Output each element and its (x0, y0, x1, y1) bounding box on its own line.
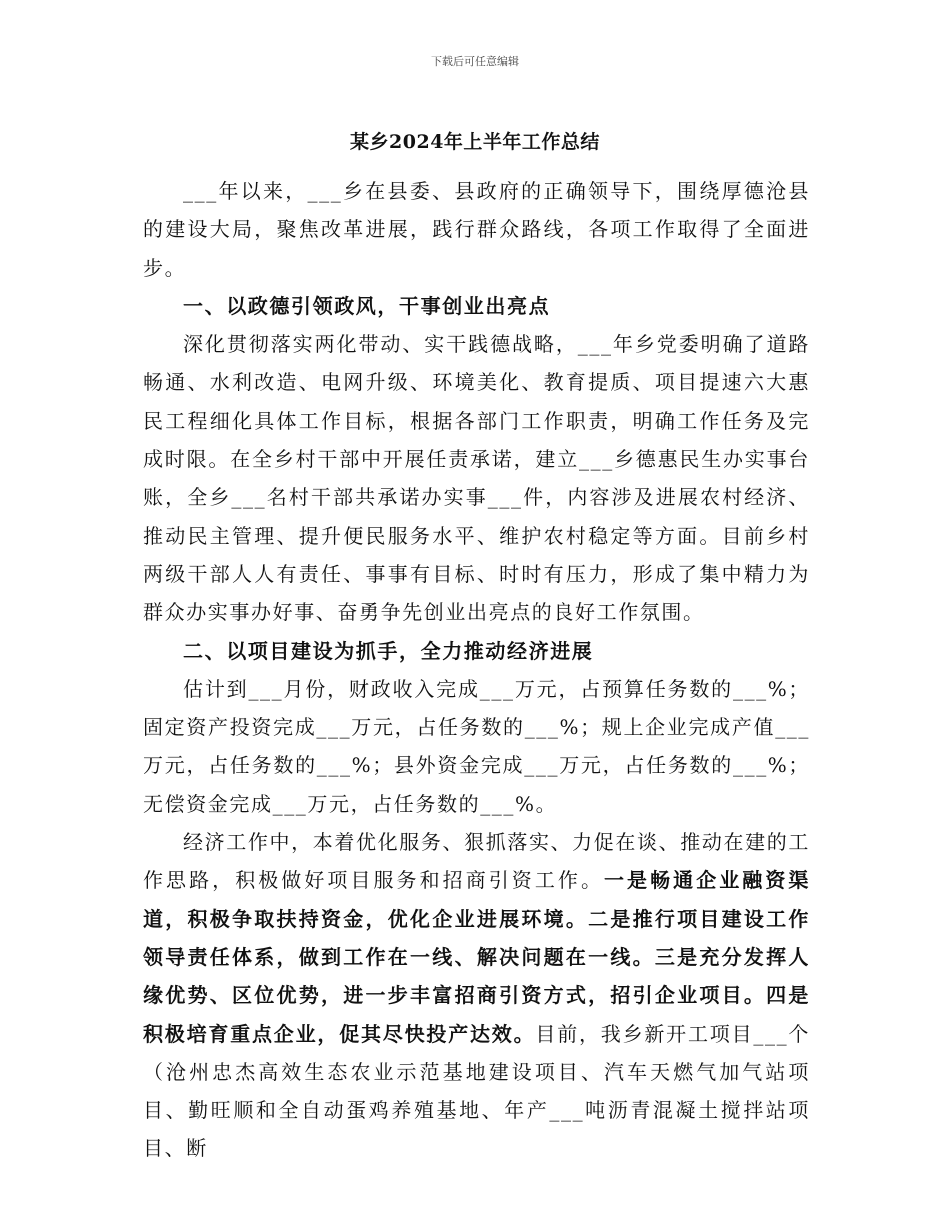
bold-sentence: 四是积极培育重点企业，促其尽快投产达效。 (143, 983, 810, 1046)
bold-sentence: 一是畅通企业融资渠道，积极争取扶持资金，优化企业进展环境。 (143, 868, 810, 931)
economic-work-paragraph (143, 823, 810, 1168)
bold-sentence: 三是充分发挥人缘优势、区位优势，进一步丰富招商引资方式，招引企业项目。 (143, 944, 810, 1008)
document-title: 某乡2024年上半年工作总结 (350, 131, 600, 153)
finance-paragraph: 估计到___月份，财政收入完成___万元，占预算任务数的___%；固定资产投资完成___万元，占任务数的___%；规上企业完成产值___万元，占任务数的___%；县外资金完成___万元，占任务数的___%；无偿资金完成___万元，占任务数的___%。 (143, 676, 810, 816)
intro-paragraph: ___年以来，___乡在县委、县政府的正确领导下，围绕厚德沧县的建设大局，聚焦改革进展，践行群众路线，各项工作取得了全面进步。 (143, 179, 810, 280)
sentence: 经济工作中，本着优化服务、狠抓落实、力促在谈、推动在建的工作思路，积极做好项目服务和招商引资工作。 (143, 830, 810, 893)
bold-sentence: 二是推行项目建设工作领导责任体系，做到工作在一线、解决问题在一线。 (143, 906, 811, 969)
section-heading-2: 二、以项目建设为抓手，全力推动经济进展 (183, 638, 594, 663)
page-header: 下载后可任意编辑 (431, 55, 519, 68)
section-1-paragraph: 深化贯彻落实两化带动、实干践德战略，___年乡党委明确了道路畅通、水利改造、电网升级、环境美化、教育提质、项目提速六大惠民工程细化具体工作目标，根据各部门工作职责，明确工作任务及完成时限。在全乡村干部中开展任责承诺，建立___乡德惠民生办实事台账，全乡___名村干部共承诺办实事___件，内容涉及进展农村经济、推动民主管理、提升便民服务水平、维护农村稳定等方面。目前乡村两级干部人人有责任、事事有目标、时时有压力，形成了集中精力为群众办实事办好事、奋勇争先创业出亮点的良好工作氛围。 (143, 332, 810, 625)
section-heading-1: 一、以政德引领政风，干事创业出亮点 (183, 293, 551, 318)
document-body (143, 172, 810, 1168)
sentence: 目前，我乡新开工项目___个（沧州忠杰高效生态农业示范基地建设项目、汽车天燃气加气站项目、勤旺顺和全自动蛋鸡养殖基地、年产___吨沥青混凝土搅拌站项目、断 (143, 1021, 810, 1161)
